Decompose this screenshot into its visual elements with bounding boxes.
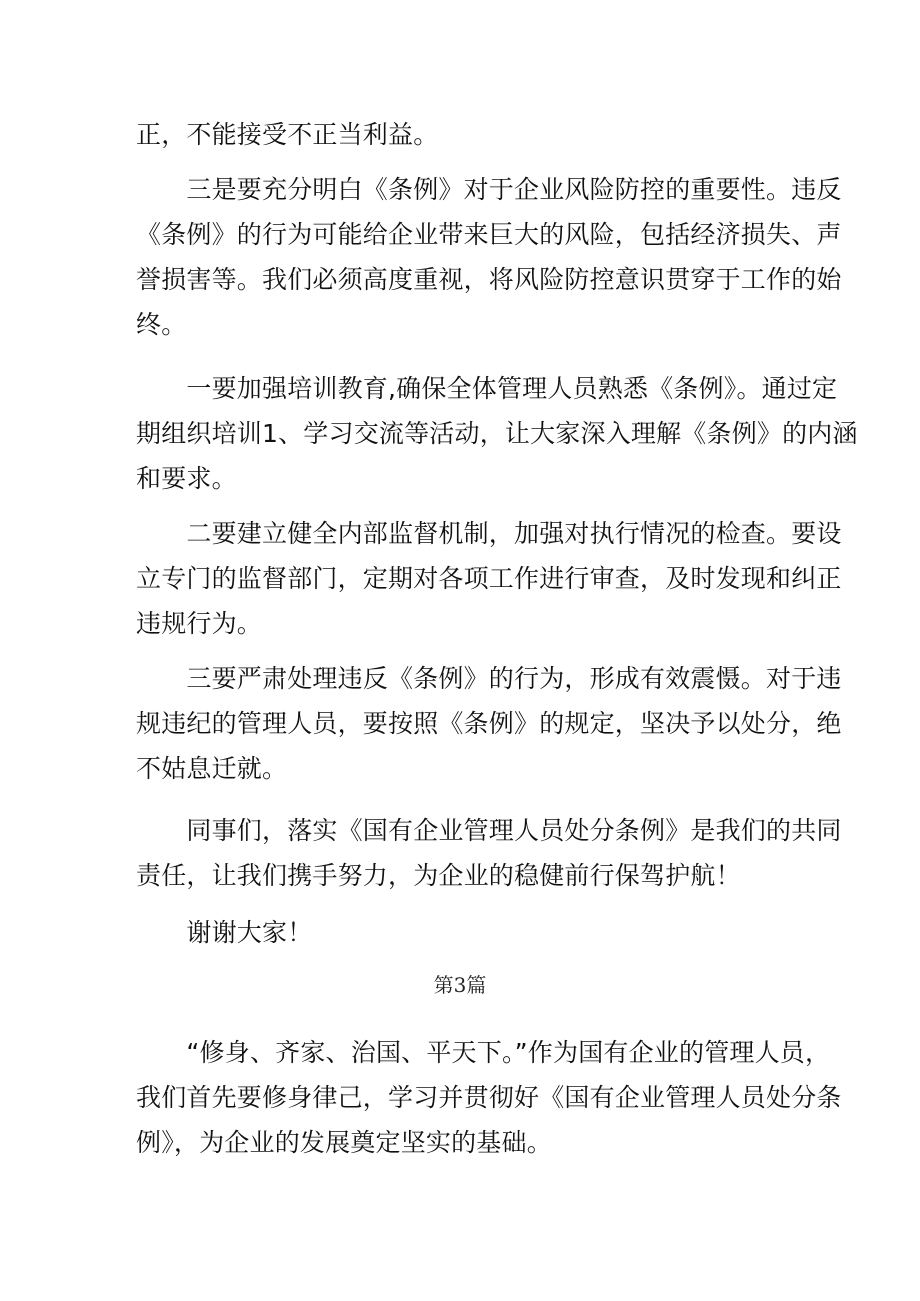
paragraph-8 bbox=[136, 1030, 842, 1165]
text-line: 同事们，落实《国有企业管理人员处分条例》是我们的共同 bbox=[136, 816, 842, 845]
text-line: 不姑息迁就。 bbox=[136, 754, 288, 783]
paragraph-2 bbox=[136, 167, 842, 347]
text-line: 终。 bbox=[136, 310, 187, 339]
text-line: 《条例》的行为可能给企业带来巨大的风险，包括经济损失、声 bbox=[136, 220, 842, 249]
text-line: 违规行为。 bbox=[136, 609, 263, 638]
text-line: 二要建立健全内部监督机制，加强对执行情况的检查。要设 bbox=[136, 519, 842, 548]
text-line: 誉损害等。我们必须高度重视，将风险防控意识贯穿于工作的始 bbox=[136, 265, 842, 294]
text-line: 责任，让我们携手努力，为企业的稳健前行保驾护航！ bbox=[136, 861, 741, 890]
text-line: 期组织培训1、学习交流等活动，让大家深入理解《条例》的内涵 bbox=[136, 419, 858, 448]
paragraph-1 bbox=[136, 112, 796, 157]
paragraph-7 bbox=[136, 910, 796, 955]
text-line: 谢谢大家！ bbox=[136, 918, 313, 947]
paragraph-5 bbox=[136, 656, 842, 791]
text-line: 一要加强培训教育,确保全体管理人员熟悉《条例》。通过定 bbox=[136, 374, 838, 403]
text-line: 三是要充分明白《条例》对于企业风险防控的重要性。违反 bbox=[136, 175, 842, 204]
section-heading: 第3篇 bbox=[433, 973, 487, 997]
text-line: 三要严肃处理违反《条例》的行为，形成有效震慑。对于违 bbox=[136, 664, 842, 693]
text-line: 我们首先要修身律己，学习并贯彻好《国有企业管理人员处分条 bbox=[136, 1083, 842, 1112]
paragraph-3 bbox=[136, 366, 858, 501]
paragraph-4 bbox=[136, 511, 842, 646]
text-line: 和要求。 bbox=[136, 464, 237, 493]
text-line: 规违纪的管理人员，要按照《条例》的规定，坚决予以处分，绝 bbox=[136, 709, 842, 738]
paragraph-6 bbox=[136, 808, 842, 898]
text-line: 例》，为企业的发展奠定坚实的基础。 bbox=[136, 1128, 552, 1157]
text-line: 正，不能接受不正当利益。 bbox=[136, 120, 439, 149]
text-line: “修身、齐家、治国、平天下。”作为国有企业的管理人员， bbox=[136, 1038, 831, 1067]
text-line: 立专门的监督部门，定期对各项工作进行审查，及时发现和纠正 bbox=[136, 564, 842, 593]
